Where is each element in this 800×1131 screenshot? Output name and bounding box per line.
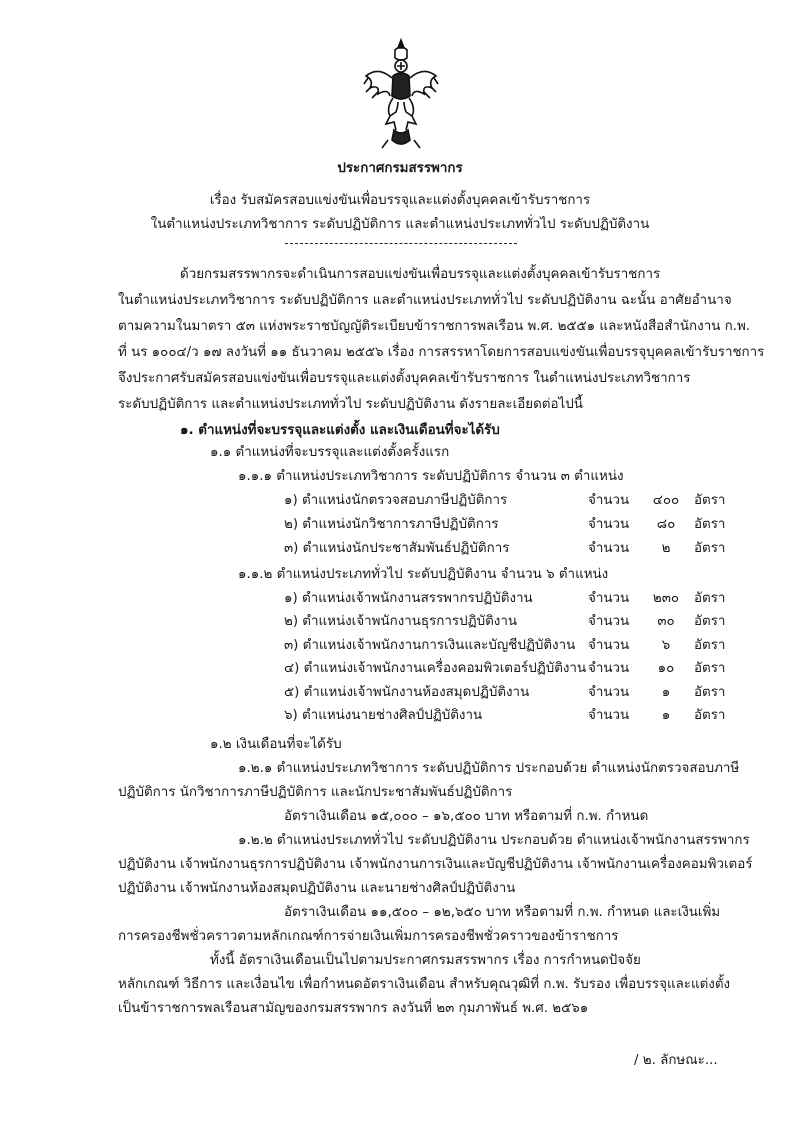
position-count: ๒๓๐ [652,591,680,606]
position-name: ๒) ตำแหน่งเจ้าพนักงานธุรการปฏิบัติงาน [284,614,517,630]
position-count: ๖ [661,637,671,653]
count-unit: อัตรา [694,637,726,653]
count-unit: อัตรา [694,541,726,556]
position-name: ๔) ตำแหน่งเจ้าพนักงานเครื่องคอมพิวเตอร์ปฏิบัติงาน [284,661,587,677]
position-count: ๘๐ [656,517,676,532]
intro-line: ตามความในมาตรา ๕๓ แห่งพระราชบัญญัติระเบียบข้าราชการพลเรือน พ.ศ. ๒๕๕๑ และหนังสือสำนักงาน ก.พ. [118,319,751,334]
section-heading: ๑. ตำแหน่งที่จะบรรจุและแต่งตั้ง และเงินเดือนที่จะได้รับ [180,423,500,438]
count-unit: อัตรา [694,684,726,700]
salary-paragraph-line: การครองชีพชั่วคราวตามหลักเกณฑ์การจ่ายเงินเพิ่มการครองชีพชั่วคราวของข้าราชการ [118,929,619,944]
count-label: จำนวน [588,591,630,606]
position-name: ๕) ตำแหน่งเจ้าพนักงานห้องสมุดปฏิบัติงาน [284,684,530,700]
salary-rate: อัตราเงินเดือน ๑๑,๕๐๐ – ๑๒,๖๕๐ บาท หรือตามที่ ก.พ. กำหนด และเงินเพิ่ม [284,905,721,920]
salary-paragraph-line: ปฏิบัติการ นักวิชาการภาษีปฏิบัติการ และนักประชาสัมพันธ์ปฏิบัติการ [118,785,513,800]
garuda-emblem-icon [360,36,442,152]
intro-line: ระดับปฏิบัติการ และตำแหน่งประเภททั่วไป ระดับปฏิบัติงาน ดังรายละเอียดต่อไปนี้ [118,397,583,412]
count-label: จำนวน [588,637,630,653]
position-name: ๑) ตำแหน่งเจ้าพนักงานสรรพากรปฏิบัติงาน [284,591,533,606]
salary-paragraph-line: ปฏิบัติงาน เจ้าพนักงานธุรการปฏิบัติงาน เจ้าพนักงานการเงินและบัญชีปฏิบัติงาน เจ้าพนักงานเครื่องคอมพิวเตอร์ [118,857,753,872]
subsection-heading: ๑.๑ ตำแหน่งที่จะบรรจุและแต่งตั้งครั้งแรก [210,445,450,460]
position-count: ๔๐๐ [652,493,680,508]
count-label: จำนวน [588,614,630,630]
position-name: ๓) ตำแหน่งเจ้าพนักงานการเงินและบัญชีปฏิบัติงาน [284,637,576,653]
position-name: ๑) ตำแหน่งนักตรวจสอบภาษีปฏิบัติการ [284,493,508,508]
count-label: จำนวน [588,541,630,556]
count-label: จำนวน [588,708,630,723]
position-name: ๒) ตำแหน่งนักวิชาการภาษีปฏิบัติการ [284,517,499,532]
count-label: จำนวน [588,684,630,700]
title-divider [285,243,517,244]
intro-line: ในตำแหน่งประเภทวิชาการ ระดับปฏิบัติการ และตำแหน่งประเภททั่วไป ระดับปฏิบัติงาน ฉะนั้น อาศัยอำนาจ [118,293,732,308]
closing-line: หลักเกณฑ์ วิธีการ และเงื่อนไข เพื่อกำหนดอัตราเงินเดือน สำหรับคุณวุฒิที่ ก.พ. รับรอง เพื่อบรรจุและแต่งตั้ง [118,977,731,992]
salary-rate: อัตราเงินเดือน ๑๕,๐๐๐ – ๑๖,๕๐๐ บาท หรือตามที่ ก.พ. กำหนด [284,809,649,824]
position-name: ๓) ตำแหน่งนักประชาสัมพันธ์ปฏิบัติการ [284,541,510,556]
closing-line: ทั้งนี้ อัตราเงินเดือนเป็นไปตามประกาศกรมสรรพากร เรื่อง การกำหนดปัจจัย [210,953,641,968]
count-label: จำนวน [588,493,630,508]
count-label: จำนวน [588,661,630,677]
count-unit: อัตรา [694,661,726,677]
position-count: ๑ [661,708,671,723]
position-count: ๑๐ [657,661,675,677]
position-count: ๓๐ [657,614,675,630]
group-heading: ๑.๑.๒ ตำแหน่งประเภททั่วไป ระดับปฏิบัติงาน จำนวน ๖ ตำแหน่ง [238,567,609,582]
group-heading: ๑.๑.๑ ตำแหน่งประเภทวิชาการ ระดับปฏิบัติการ จำนวน ๓ ตำแหน่ง [238,469,624,484]
next-page-marker: / ๒. ลักษณะ... [634,1053,718,1068]
count-unit: อัตรา [694,493,726,508]
intro-line: ด้วยกรมสรรพากรจะดำเนินการสอบแข่งขันเพื่อบรรจุและแต่งตั้งบุคคลเข้ารับราชการ [180,267,661,282]
subject-line-2: ในตำแหน่งประเภทวิชาการ ระดับปฏิบัติการ และตำแหน่งประเภททั่วไป ระดับปฏิบัติงาน [150,217,650,232]
count-unit: อัตรา [694,614,726,630]
document-title: ประกาศกรมสรรพากร [337,161,463,176]
salary-paragraph-line: ๑.๒.๒ ตำแหน่งประเภททั่วไป ระดับปฏิบัติงาน ประกอบด้วย ตำแหน่งเจ้าพนักงานสรรพากร [238,833,750,848]
count-label: จำนวน [588,517,630,532]
position-name: ๖) ตำแหน่งนายช่างศิลป์ปฏิบัติงาน [284,708,483,723]
subject-line-1: เรื่อง รับสมัครสอบแข่งขันเพื่อบรรจุและแต่งตั้งบุคคลเข้ารับราชการ [209,193,591,208]
position-count: ๒ [661,541,671,556]
salary-paragraph-line: ๑.๒.๑ ตำแหน่งประเภทวิชาการ ระดับปฏิบัติการ ประกอบด้วย ตำแหน่งนักตรวจสอบภาษี [238,761,740,776]
count-unit: อัตรา [694,708,726,723]
closing-line: เป็นข้าราชการพลเรือนสามัญของกรมสรรพากร ลงวันที่ ๒๓ กุมภาพันธ์ พ.ศ. ๒๕๖๑ [118,1001,589,1016]
count-unit: อัตรา [694,517,726,532]
intro-line: จึงประกาศรับสมัครสอบแข่งขันเพื่อบรรจุและแต่งตั้งบุคคลเข้ารับราชการ ในตำแหน่งประเภทวิชาการ [118,371,691,386]
intro-line: ที่ นร ๑๐๐๔/ว ๑๗ ลงวันที่ ๑๑ ธันวาคม ๒๕๕๖ เรื่อง การสรรหาโดยการสอบแข่งขันเพื่อบรรจุบุคคลเข้ารับราชการ [118,345,765,360]
salary-paragraph-line: ปฏิบัติงาน เจ้าพนักงานห้องสมุดปฏิบัติงาน และนายช่างศิลป์ปฏิบัติงาน [118,881,516,896]
subsection-heading: ๑.๒ เงินเดือนที่จะได้รับ [210,737,342,752]
count-unit: อัตรา [694,591,726,606]
position-count: ๑ [661,684,671,700]
